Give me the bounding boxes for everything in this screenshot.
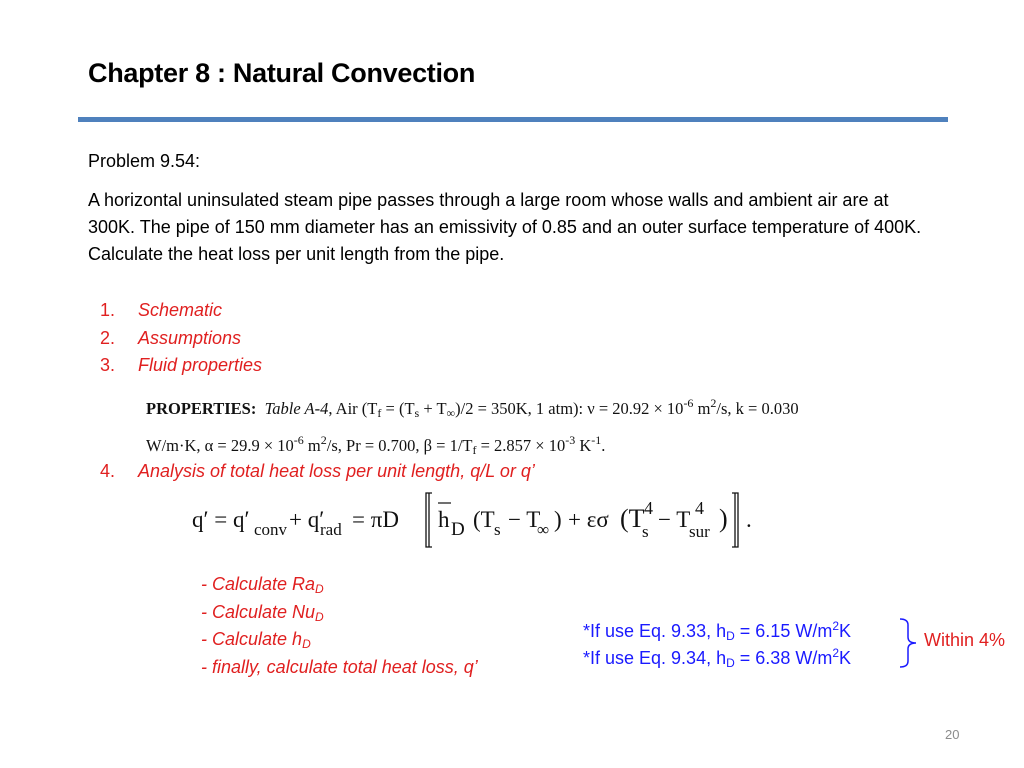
eq-right-bracket: [732, 493, 738, 547]
calc-text: - finally, calculate total heat loss, q’: [201, 656, 478, 677]
calc-line: [201, 654, 478, 682]
calc-text: - Calculate h: [201, 629, 303, 649]
eq-exp-4: 4: [695, 498, 704, 518]
note-text: = 6.38 W/m: [734, 648, 833, 668]
properties-text: /s, Pr = 0.700, β = 1/T: [326, 436, 473, 455]
properties-line-1: [146, 390, 799, 427]
properties-text: = 2.857 × 10: [476, 436, 566, 455]
note-eq-934: [583, 648, 851, 669]
eq-eps-sigma: + εσ: [568, 507, 609, 532]
superscript: -3: [565, 433, 576, 447]
properties-table: Table A-4: [264, 399, 329, 418]
svg-text:h: [438, 507, 450, 532]
superscript: -6: [293, 433, 304, 447]
properties-text: )/2 = 350K, 1 atm): ν = 20.92 × 10: [455, 399, 684, 418]
subscript: D: [726, 629, 735, 643]
step-number: 4.: [100, 461, 116, 481]
properties-text: m: [303, 436, 321, 455]
eq-sub-inf: ∞: [537, 520, 550, 539]
eq-t-open: (T: [620, 504, 645, 533]
properties-label: PROPERTIES:: [146, 399, 257, 418]
eq-sub-s: s: [642, 522, 649, 541]
problem-label: Problem 9.54:: [88, 151, 201, 171]
svg-text:s: [494, 520, 501, 539]
step-label: Schematic: [138, 300, 223, 320]
svg-text:rad: [320, 520, 342, 539]
subscript: D: [302, 637, 311, 651]
eq-sub-rad: rad: [320, 520, 342, 539]
properties-text: = (T: [381, 399, 415, 418]
properties-text: + T: [419, 399, 447, 418]
svg-text:− T: [508, 507, 540, 532]
calc-text: - Calculate Ra: [201, 574, 316, 594]
eq-end: .: [746, 507, 752, 532]
problem-statement: A horizontal uninsulated steam pipe passes through a large room whose walls and ambient air are at 300K. The pipe of 150 mm diameter has an emissivity of 0.85 and an outer surface temperature of 400K. Calculate the heat loss per unit length from the pipe.: [88, 190, 922, 264]
page-number: 20: [945, 727, 960, 742]
properties-text: , Air (T: [328, 399, 378, 418]
superscript: 2: [832, 646, 840, 660]
superscript: 2: [320, 433, 327, 447]
calc-line: [201, 626, 478, 654]
calc-line: [201, 599, 478, 627]
svg-text:): [719, 504, 728, 533]
note-text: *If use Eq. 9.33, h: [583, 621, 727, 641]
note-eq-933: [583, 621, 851, 642]
subscript: f: [377, 406, 382, 420]
eq-close: ): [719, 504, 728, 533]
step-label: Analysis of total heat loss per unit length, q/L or q’: [138, 461, 535, 481]
svg-text:− T: [658, 507, 690, 532]
svg-text:+ εσ: [568, 507, 609, 532]
step-item: [100, 325, 262, 353]
subscript: f: [472, 443, 477, 457]
svg-text:): [554, 507, 562, 532]
step-item: [100, 352, 262, 380]
calculation-steps: [201, 571, 478, 681]
eq-sub-d: D: [451, 519, 465, 540]
eq-plus-rad: + q′: [289, 507, 325, 532]
subscript: D: [315, 609, 324, 624]
eq-close: ): [554, 507, 562, 532]
svg-text:= πD: [352, 507, 399, 532]
properties-text: /s, k = 0.030: [716, 399, 799, 418]
properties-text: m: [693, 399, 711, 418]
title-divider: [78, 117, 948, 122]
right-brace-icon: [898, 617, 920, 669]
note-text: *If use Eq. 9.34, h: [583, 648, 727, 668]
step-number: 3.: [100, 355, 116, 375]
subscript: D: [315, 582, 324, 596]
superscript: -1: [591, 433, 602, 447]
eq-exp-4: 4: [644, 498, 653, 518]
properties-text: .: [601, 436, 606, 455]
eq-h: h: [438, 507, 450, 532]
svg-text:(T: [473, 507, 495, 532]
svg-text:∞: [537, 520, 549, 539]
calc-line: [201, 571, 478, 599]
svg-text:D: [451, 519, 465, 540]
superscript: -6: [683, 396, 694, 410]
properties-line-2: [146, 427, 799, 464]
step-number: 1.: [100, 300, 116, 320]
svg-text:conv: [254, 520, 288, 539]
eq-minus: − T: [508, 507, 541, 532]
eq-ts-open: (T: [473, 507, 495, 532]
svg-text:s: [642, 522, 649, 541]
superscript: 2: [832, 619, 840, 633]
svg-text:(T: [620, 504, 645, 533]
eq-sub-s: s: [494, 520, 501, 539]
within-label: Within 4%: [924, 630, 1006, 650]
subscript: D: [726, 656, 735, 670]
eq-sub-conv: conv: [254, 520, 288, 539]
step-label: Assumptions: [138, 327, 242, 348]
properties-block: [146, 390, 799, 464]
steps-list: [100, 297, 262, 380]
svg-text:+ q′: [289, 507, 324, 532]
properties-text: K: [575, 436, 592, 455]
svg-text:4: [644, 498, 653, 518]
heat-loss-equation: [192, 487, 762, 552]
eq-minus: − T: [658, 507, 691, 532]
step-item: [100, 461, 535, 482]
svg-text:4: [695, 498, 704, 518]
svg-text:.: [746, 507, 752, 532]
subscript: ∞: [446, 406, 456, 420]
calc-text: - Calculate Nu: [201, 601, 316, 622]
slide-title: Chapter 8 : Natural Convection: [88, 58, 476, 88]
eq-lhs: q′ = q′: [192, 507, 250, 532]
properties-text: W/m·K, α = 29.9 × 10: [146, 436, 294, 455]
svg-text:sur: [689, 522, 710, 541]
step-label: Fluid properties: [138, 355, 263, 375]
step-number: 2.: [100, 327, 116, 348]
note-text: K: [839, 648, 852, 668]
step-item: [100, 297, 262, 325]
note-text: K: [839, 621, 852, 641]
svg-text:q′ = q′: [192, 507, 250, 532]
superscript: 2: [710, 396, 717, 410]
subscript: s: [414, 406, 420, 420]
eq-pi-d: = πD: [352, 507, 399, 532]
eq-sub-sur: sur: [689, 522, 710, 541]
eq-left-bracket: [426, 493, 432, 547]
note-text: = 6.15 W/m: [734, 621, 833, 641]
